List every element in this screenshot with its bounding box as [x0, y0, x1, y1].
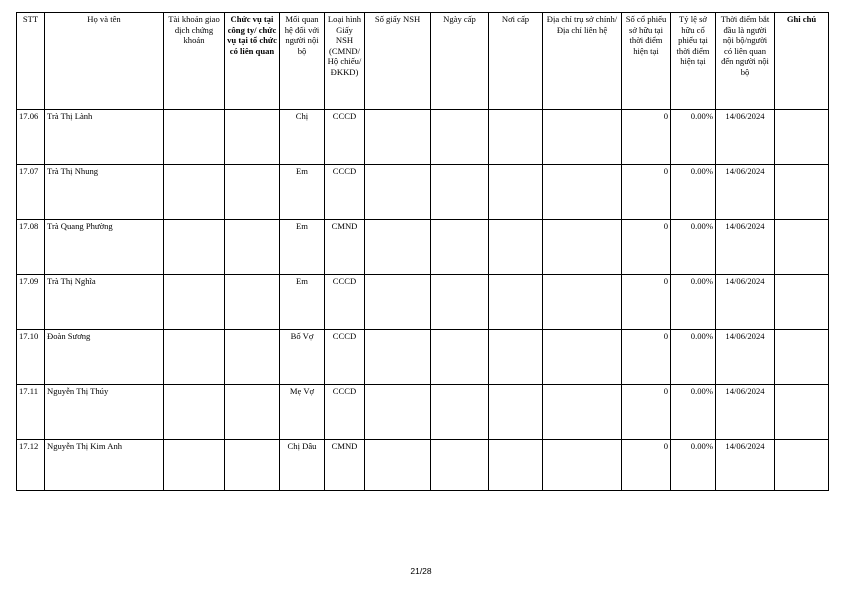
row-note	[775, 330, 829, 385]
row-stt: 17.07	[17, 165, 45, 220]
row-shares: 0	[622, 275, 671, 330]
row-position	[225, 275, 280, 330]
row-ratio: 0.00%	[671, 220, 716, 275]
row-address	[543, 220, 622, 275]
row-relation: Mẹ Vợ	[280, 385, 325, 440]
row-ratio: 0.00%	[671, 275, 716, 330]
row-ratio: 0.00%	[671, 165, 716, 220]
row-account	[164, 110, 225, 165]
header-name: Họ và tên	[45, 13, 164, 110]
row-id-number	[365, 110, 431, 165]
row-id-type: CCCD	[325, 110, 365, 165]
header-account: Tài khoản giao dịch chứng khoán	[164, 13, 225, 110]
row-id-type: CCCD	[325, 165, 365, 220]
header-address: Địa chỉ trụ sở chính/Địa chỉ liên hệ	[543, 13, 622, 110]
row-position	[225, 165, 280, 220]
row-ratio: 0.00%	[671, 330, 716, 385]
row-name: Nguyễn Thị Thúy	[45, 385, 164, 440]
row-id-type: CMND	[325, 440, 365, 491]
row-name: Trà Thị Nghĩa	[45, 275, 164, 330]
row-issue-place	[489, 110, 543, 165]
header-relation: Mối quan hệ đối với người nội bộ	[280, 13, 325, 110]
row-stt: 17.09	[17, 275, 45, 330]
row-name: Nguyễn Thị Kim Anh	[45, 440, 164, 491]
row-name: Trà Thị Lành	[45, 110, 164, 165]
header-note: Ghi chú	[775, 13, 829, 110]
page-number: 21/28	[410, 566, 432, 576]
row-start-date: 14/06/2024	[716, 440, 775, 491]
row-stt: 17.06	[17, 110, 45, 165]
table-row	[17, 165, 829, 220]
row-stt: 17.08	[17, 220, 45, 275]
row-issue-place	[489, 165, 543, 220]
row-start-date: 14/06/2024	[716, 275, 775, 330]
row-shares: 0	[622, 440, 671, 491]
table-row	[17, 385, 829, 440]
row-stt: 17.11	[17, 385, 45, 440]
row-relation: Chị Dâu	[280, 440, 325, 491]
row-account	[164, 220, 225, 275]
row-account	[164, 275, 225, 330]
row-position	[225, 440, 280, 491]
row-stt: 17.12	[17, 440, 45, 491]
row-id-number	[365, 440, 431, 491]
row-name: Trà Thị Nhung	[45, 165, 164, 220]
row-name: Trà Quang Phường	[45, 220, 164, 275]
row-start-date: 14/06/2024	[716, 165, 775, 220]
row-address	[543, 275, 622, 330]
row-shares: 0	[622, 220, 671, 275]
header-issue-date: Ngày cấp	[431, 13, 489, 110]
row-issue-place	[489, 440, 543, 491]
row-note	[775, 385, 829, 440]
header-issue-place: Nơi cấp	[489, 13, 543, 110]
row-note	[775, 165, 829, 220]
row-shares: 0	[622, 165, 671, 220]
row-id-number	[365, 275, 431, 330]
row-ratio: 0.00%	[671, 110, 716, 165]
row-shares: 0	[622, 110, 671, 165]
table-row	[17, 440, 829, 491]
row-address	[543, 440, 622, 491]
row-issue-place	[489, 330, 543, 385]
table-row	[17, 220, 829, 275]
row-start-date: 14/06/2024	[716, 385, 775, 440]
row-relation: Bố Vợ	[280, 330, 325, 385]
row-id-type: CCCD	[325, 385, 365, 440]
row-issue-date	[431, 110, 489, 165]
row-id-number	[365, 385, 431, 440]
row-issue-date	[431, 165, 489, 220]
table-row	[17, 275, 829, 330]
row-relation: Chị	[280, 110, 325, 165]
row-shares: 0	[622, 330, 671, 385]
row-id-number	[365, 165, 431, 220]
row-account	[164, 440, 225, 491]
insider-table	[16, 12, 829, 491]
row-id-number	[365, 220, 431, 275]
row-address	[543, 110, 622, 165]
row-issue-place	[489, 275, 543, 330]
row-issue-date	[431, 275, 489, 330]
header-id-number: Số giấy NSH	[365, 13, 431, 110]
row-ratio: 0.00%	[671, 385, 716, 440]
row-issue-date	[431, 330, 489, 385]
header-row	[17, 13, 829, 110]
row-address	[543, 385, 622, 440]
row-name: Đoàn Sương	[45, 330, 164, 385]
header-shares: Số cổ phiếu sở hữu tại thời điểm hiện tại	[622, 13, 671, 110]
row-ratio: 0.00%	[671, 440, 716, 491]
row-account	[164, 330, 225, 385]
header-id-type: Loại hình Giấy NSH (CMND/ Hộ chiếu/ ĐKKD)	[325, 13, 365, 110]
header-ratio: Tỷ lệ sở hữu cổ phiếu tại thời điểm hiện tại	[671, 13, 716, 110]
row-shares: 0	[622, 385, 671, 440]
header-position: Chức vụ tại công ty/ chức vụ tại tổ chức có liên quan	[225, 13, 280, 110]
row-issue-place	[489, 220, 543, 275]
row-issue-place	[489, 385, 543, 440]
row-relation: Em	[280, 165, 325, 220]
row-start-date: 14/06/2024	[716, 330, 775, 385]
header-stt: STT	[17, 13, 45, 110]
row-stt: 17.10	[17, 330, 45, 385]
row-address	[543, 165, 622, 220]
row-start-date: 14/06/2024	[716, 110, 775, 165]
row-id-type: CCCD	[325, 275, 365, 330]
row-id-type: CCCD	[325, 330, 365, 385]
row-start-date: 14/06/2024	[716, 220, 775, 275]
row-account	[164, 385, 225, 440]
row-position	[225, 110, 280, 165]
row-position	[225, 385, 280, 440]
row-id-number	[365, 330, 431, 385]
row-position	[225, 220, 280, 275]
row-note	[775, 440, 829, 491]
header-start-date: Thời điểm bắt đầu là người nội bộ/người có liên quan đến người nội bộ	[716, 13, 775, 110]
row-issue-date	[431, 385, 489, 440]
row-relation: Em	[280, 220, 325, 275]
table-row	[17, 330, 829, 385]
row-address	[543, 330, 622, 385]
row-issue-date	[431, 220, 489, 275]
row-issue-date	[431, 440, 489, 491]
table-row	[17, 110, 829, 165]
row-note	[775, 220, 829, 275]
row-relation: Em	[280, 275, 325, 330]
row-note	[775, 110, 829, 165]
row-id-type: CMND	[325, 220, 365, 275]
row-note	[775, 275, 829, 330]
row-account	[164, 165, 225, 220]
row-position	[225, 330, 280, 385]
